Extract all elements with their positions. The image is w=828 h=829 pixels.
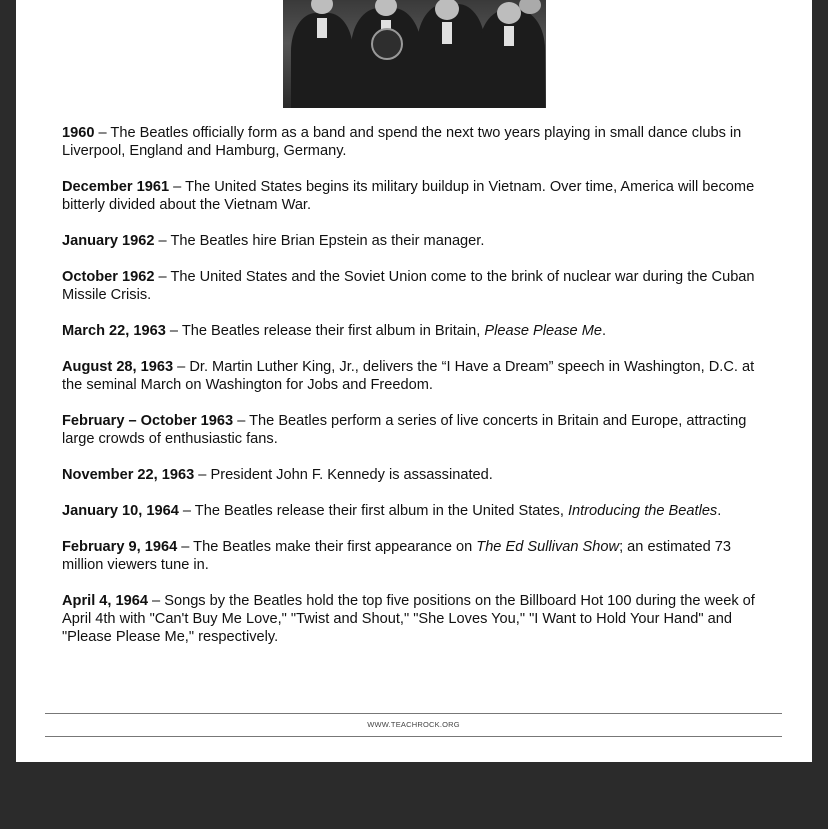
beatles-photo	[283, 0, 546, 108]
footer-site: WWW.TEACHROCK.ORG	[367, 720, 460, 729]
entry-title: Introducing the Beatles	[567, 503, 718, 519]
entry-date: January 10, 1964	[62, 503, 179, 519]
footer-rule-top	[45, 713, 782, 714]
entry-text: .	[717, 503, 722, 519]
timeline-entry	[62, 592, 776, 646]
footer-rule-bottom	[45, 736, 782, 737]
entry-date: April 4, 1964	[62, 593, 148, 609]
timeline-entry	[62, 124, 776, 160]
entry-date: October 1962	[62, 269, 155, 285]
entry-date: November 22, 1963	[62, 467, 195, 483]
entry-date: February – October 1963	[62, 413, 234, 429]
entry-date: 1960	[62, 125, 95, 141]
entry-text: – The Beatles make their first appearance on	[177, 539, 477, 555]
timeline-entry	[62, 232, 776, 250]
entry-date: March 22, 1963	[62, 323, 166, 339]
entry-text: .	[602, 323, 607, 339]
entry-date: August 28, 1963	[62, 359, 174, 375]
entry-text: – President John F. Kennedy is assassinated.	[194, 467, 493, 483]
timeline-entry	[62, 502, 776, 520]
entry-text: – The United States begins its military buildup in Vietnam. Over time, America will become bitterly divided about the Vietnam War.	[62, 179, 755, 213]
entry-text: – The Beatles release their first album in the United States,	[178, 503, 568, 519]
timeline-list	[62, 124, 776, 664]
entry-text: – The United States and the Soviet Union come to the brink of nuclear war during the Cuban Missile Crisis.	[62, 269, 755, 303]
entry-date: February 9, 1964	[62, 539, 178, 555]
document-page	[16, 0, 812, 762]
entry-text: – The Beatles release their first album in Britain,	[165, 323, 485, 339]
entry-title: Please Please Me	[484, 323, 603, 339]
timeline-entry	[62, 178, 776, 214]
entry-text: – The Beatles hire Brian Epstein as their manager.	[154, 233, 485, 249]
entry-date: December 1961	[62, 179, 170, 195]
timeline-entry	[62, 358, 776, 394]
timeline-entry	[62, 412, 776, 448]
entry-text: – Songs by the Beatles hold the top five positions on the Billboard Hot 100 during the week of April 4th with "Can't Buy Me Love," "Twist and Shout," "She Loves You," "I Want to Hold Your Hand" and "Please Please Me," respectively.	[62, 593, 755, 645]
entry-text: – The Beatles officially form as a band and spend the next two years playing in small dance clubs in Liverpool, England and Hamburg, Germany.	[62, 125, 742, 159]
timeline-entry	[62, 538, 776, 574]
entry-date: January 1962	[62, 233, 155, 249]
timeline-entry	[62, 322, 776, 340]
entry-title: The Ed Sullivan Show	[476, 539, 620, 555]
entry-text: – Dr. Martin Luther King, Jr., delivers the “I Have a Dream” speech in Washington, D.C. at the seminal March on Washington for Jobs and Freedom.	[62, 359, 755, 393]
entry-text: – The Beatles perform a series of live concerts in Britain and Europe, attracting large crowds of enthusiastic fans.	[62, 413, 747, 447]
timeline-entry	[62, 268, 776, 304]
entry-text: ; an estimated 73 million viewers tune in.	[62, 539, 732, 573]
timeline-entry	[62, 466, 776, 484]
